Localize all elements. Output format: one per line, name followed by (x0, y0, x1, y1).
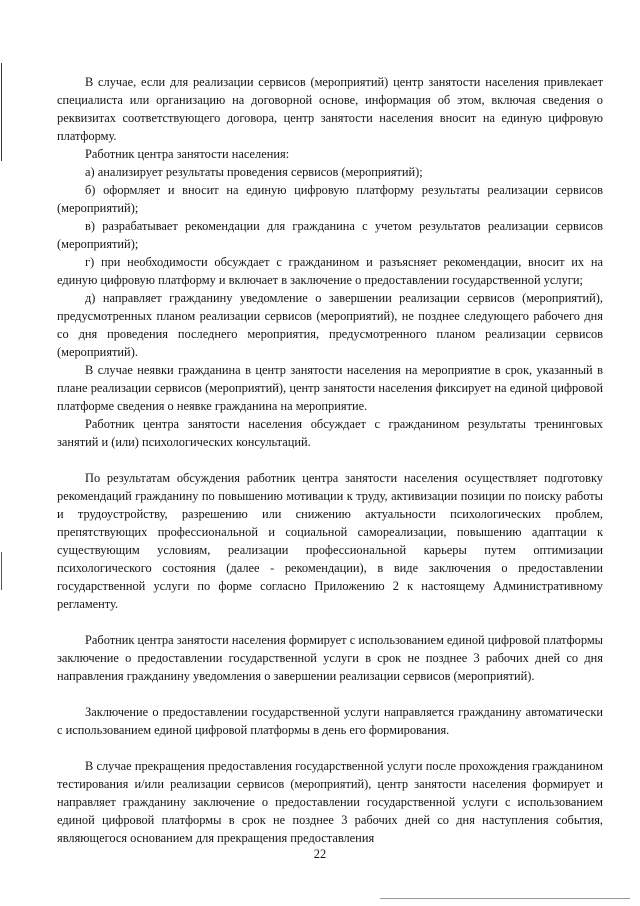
paragraph-contractor-info: В случае, если для реализации сервисов (мероприятий) центр занятости населения привлекает специалиста или организацию на договорной основе, информация об этом, включая сведения о реквизитах соответствующего договора, центр занятости населения вносит на единую цифровую платформу. (57, 75, 603, 143)
paragraph-no-show: В случае неявки гражданина в центр занятости населения на мероприятие в срок, указанный в плане реализации сервисов (мероприятий), центр занятости населения фиксирует на единой цифровой платформе сведения о неявке гражданина на мероприятие. (57, 363, 603, 413)
scan-artifact-left-edge (1, 63, 2, 161)
page-number: 22 (313, 847, 327, 861)
paragraph-conclusion-sending: Заключение о предоставлении государственной услуги направляется гражданину автоматически с использованием единой цифровой платформы в день его формирования. (57, 705, 603, 737)
list-item-e: д) направляет гражданину уведомление о завершении реализации сервисов (мероприятий), предусмотренных планом реализации сервисов (мероприятий), не позднее следующего рабочего дня со дня проведения последнего мероприятия, предусмотренного планом реализации сервисов (мероприятий). (57, 291, 603, 359)
list-item-b: б) оформляет и вносит на единую цифровую платформу результаты реализации сервисов (мероприятий); (57, 183, 603, 215)
document-body (57, 73, 603, 847)
scan-artifact-bottom-line (380, 898, 630, 899)
paragraph-worker-duties-intro: Работник центра занятости населения: (85, 147, 290, 161)
paragraph-training-results: Работник центра занятости населения обсуждает с гражданином результаты тренинговых занятий и (или) психологических консультаций. (57, 417, 603, 449)
list-item-c: в) разрабатывает рекомендации для гражданина с учетом результатов реализации сервисов (мероприятий); (57, 219, 603, 251)
paragraph-termination: В случае прекращения предоставления государственной услуги после прохождения гражданином тестирования и/или реализации сервисов (мероприятий), центр занятости населения формирует и направляет гражданину заключение о предоставлении государственной услуги с использованием единой цифровой платформы в срок не позднее 3 рабочих дней со дня наступления события, являющегося основанием для прекращения предоставления (57, 759, 603, 845)
paragraph-conclusion-deadline: Работник центра занятости населения формирует с использованием единой цифровой платформы заключение о предоставлении государственной услуги в срок не позднее 3 рабочих дней со дня направления гражданину уведомления о завершении реализации сервисов (мероприятий). (57, 633, 603, 683)
paragraph-recommendations: По результатам обсуждения работник центра занятости населения осуществляет подготовку рекомендаций гражданину по повышению мотивации к труду, активизации позиции по поиску работы и трудоустройству, разрешению или снижению актуальности психологических проблем, препятствующих профессиональной и социальной самореализации, повышению адаптации к существующим условиям, реализации профессиональной карьеры путем оптимизации психологического состояния (далее - рекомендации), в виде заключения о предоставлении государственной услуги по форме согласно Приложению 2 к настоящему Административному регламенту. (57, 471, 603, 611)
list-item-a: а) анализирует результаты проведения сервисов (мероприятий); (85, 165, 423, 179)
list-item-d: г) при необходимости обсуждает с гражданином и разъясняет рекомендации, вносит их на единую цифровую платформу и включает в заключение о предоставлении государственной услуги; (57, 255, 603, 287)
scan-artifact-left-edge-lower (1, 552, 2, 590)
